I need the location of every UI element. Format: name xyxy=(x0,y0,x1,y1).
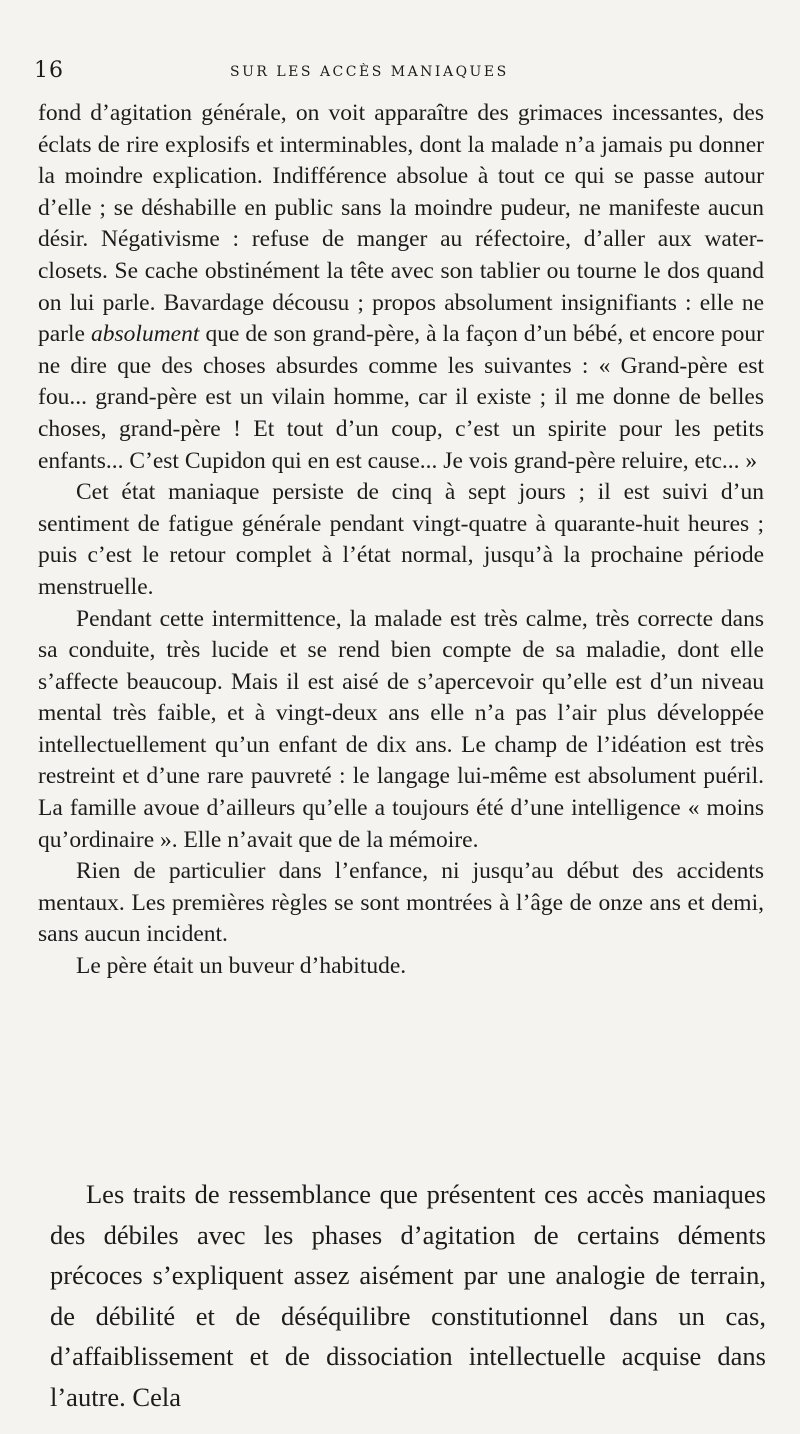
paragraph-text: que de son grand-père, à la façon d’un bébé, et encore pour ne dire que des choses absurdes comme les suivantes : « Grand-père est fou... grand-père est un vilain homme, car il existe ; il me donne de belles choses, grand-père ! Et tout d’un coup, c’est un spirite pour les petits enfants... C’est Cupidon qui en est cause... Je vois grand-père reluire, etc... » xyxy=(38,321,764,474)
emphasized-word: absolument xyxy=(91,321,200,348)
page-header xyxy=(34,58,774,88)
paragraph: Rien de particulier dans l’enfance, ni jusqu’au début des accidents mentaux. Les premières règles se sont montrées à l’âge de onze ans et demi, sans aucun incident. xyxy=(38,858,764,948)
paragraph: Pendant cette intermittence, la malade est très calme, très correcte dans sa conduite, très lucide et se rend bien compte de sa maladie, dont elle s’affecte beaucoup. Mais il est aisé de s’apercevoir qu’elle est d’un niveau mental très faible, et à vingt-deux ans elle n’a pas l’air plus développée intellectuellement qu’un enfant de dix ans. Le champ de l’idéation est très restreint et d’une rare pauvreté : le langage lui-même est absolument puéril. La famille avoue d’ailleurs qu’elle a toujours été d’une intelligence « moins qu’ordinaire ». Elle n’avait que de la mémoire. xyxy=(38,605,764,853)
paragraph-continuation xyxy=(38,98,764,477)
paragraph: Le père était un buveur d’habitude. xyxy=(76,953,407,980)
paragraph-text: fond d’agitation générale, on voit apparaître des grimaces incessantes, des éclats de rire explosifs et interminables, dont la malade n’a jamais pu donner la moindre explication. Indifférence absolue à tout ce qui se passe autour d’elle ; se déshabille en public sans la moindre pudeur, ne manifeste aucun désir. Négativisme : refuse de manger au réfectoire, d’aller aux water-closets. Se cache obstinément la tête avec son tablier ou tourne le dos quand on lui parle. Bavardage décousu ; propos absolument insignifiants : elle ne parle xyxy=(38,100,764,348)
page-number: 16 xyxy=(34,58,64,83)
case-report-text xyxy=(38,98,764,983)
running-title: SUR LES ACCÈS MANIAQUES xyxy=(230,64,509,80)
paragraph: Cet état maniaque persiste de cinq à sept jours ; il est suivi d’un sentiment de fatigue générale pendant vingt-quatre à quarante-huit heures ; puis c’est le retour complet à l’état normal, jusqu’à la prochaine période menstruelle. xyxy=(38,479,764,600)
main-text xyxy=(50,1174,766,1417)
closing-paragraph: Les traits de ressemblance que présentent ces accès maniaques des débiles avec les phases d’agitation de certains déments précoces s’expliquent assez aisément par une analogie de terrain, de débilité et de déséquilibre constitutionnel dans un cas, d’affaiblissement et de dissociation intellectuelle acquise dans l’autre. Cela xyxy=(50,1179,766,1412)
